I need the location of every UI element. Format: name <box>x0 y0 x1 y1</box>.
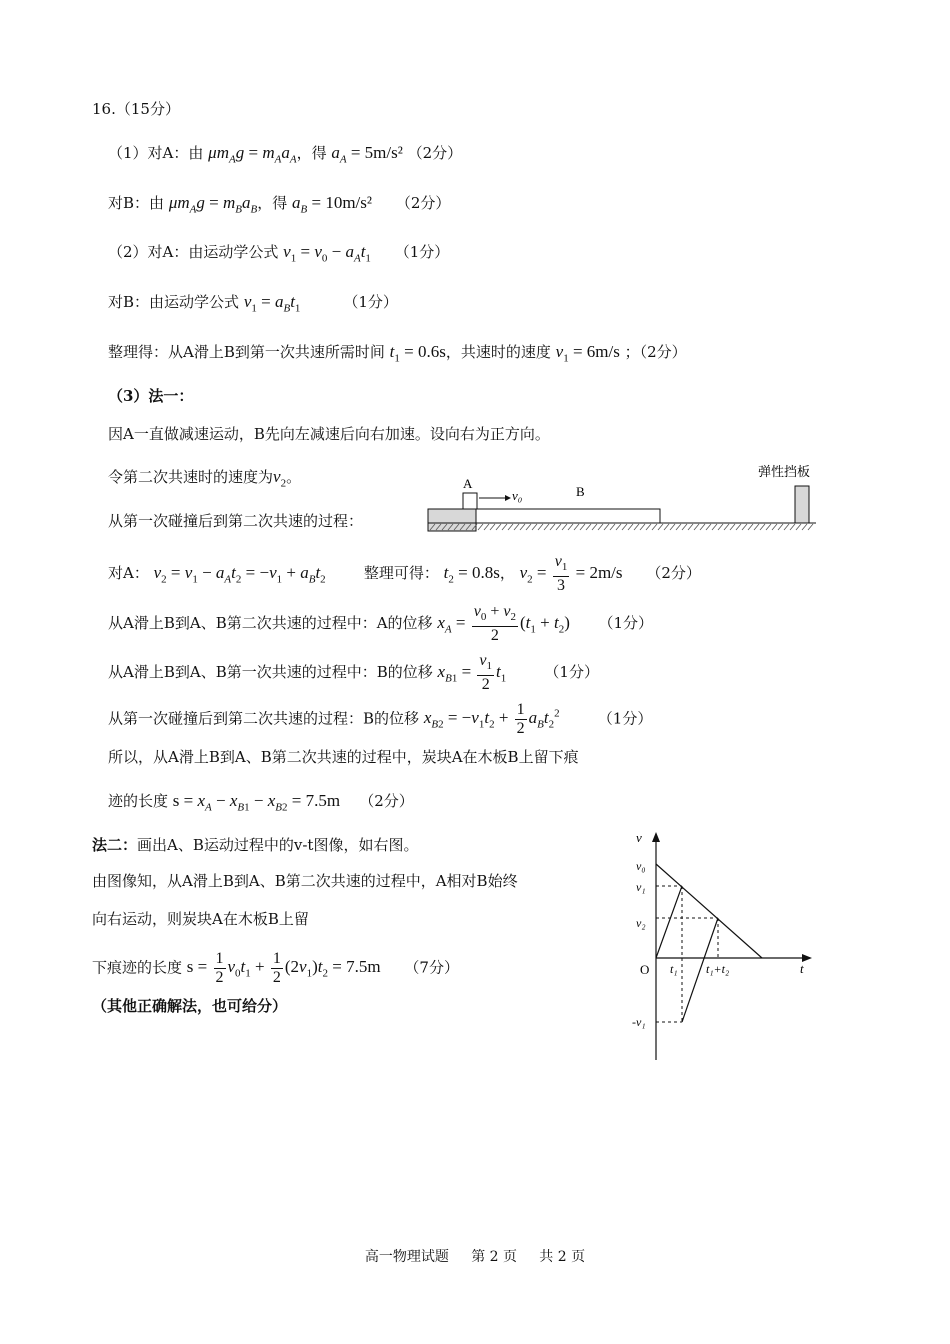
footer-page: 第 2 页 <box>471 1249 517 1265</box>
tick-neg-v1: -v₁ <box>632 1015 646 1029</box>
tick-v1: v₁ <box>636 880 646 894</box>
line-b-first <box>656 886 682 958</box>
hatch-mark <box>574 524 579 530</box>
hatch-mark <box>676 524 681 530</box>
hatch-mark <box>760 524 765 530</box>
hatch-mark <box>484 524 489 530</box>
hatch-mark <box>580 524 585 530</box>
hatch-mark <box>610 524 615 530</box>
part1-line-b: 对B：由 $\mu m_Ag = m_Ba_B$，得 $a_B = 10m/s^2$ （2分） <box>108 193 451 216</box>
velocity-arrow-head <box>505 495 511 501</box>
tick-v2: v₂ <box>636 916 646 930</box>
hatch-mark <box>502 524 507 530</box>
part1-b-points: （2分） <box>395 194 451 212</box>
method2-text4: 下痕迹的长度 s = $\frac{1}{2}$ $v_0t_1$ + $\frac{1}{2}$ $(2v_1)t_2 = 7.5m$ （7分） <box>92 950 459 986</box>
left-platform <box>428 509 476 531</box>
hatch-mark <box>490 524 495 530</box>
hatch-mark <box>778 524 783 530</box>
part1-a-result: $a_A = 5m/s^2$ <box>331 143 403 166</box>
part3-conclusion1: 所以，从A滑上B到A、B第二次共速的过程中，炭块A在木板B上留下痕 <box>108 748 579 766</box>
part2-summary <box>108 341 687 369</box>
board-b-label: B <box>576 484 585 499</box>
part3-heading: （3）法一： <box>108 387 194 405</box>
part2-summary-points: ；（2分） <box>624 343 687 361</box>
hatch-mark <box>736 524 741 530</box>
hatch-mark <box>562 524 567 530</box>
page-footer <box>0 1246 950 1266</box>
block-a <box>463 493 477 509</box>
hatch-mark <box>772 524 777 530</box>
part2-summary-mid: ，共速时的速度 <box>445 343 551 361</box>
hatch-mark <box>592 524 597 530</box>
tick-t1t2: t₁+t₂ <box>706 962 730 976</box>
method2-text2: 由图像知，从A滑上B到A、B第二次共速的过程中，A相对B始终 <box>92 872 518 890</box>
hatch-mark <box>586 524 591 530</box>
hatch-mark <box>694 524 699 530</box>
method2-heading: 法二： <box>92 836 138 854</box>
hatch-mark <box>538 524 543 530</box>
footer-title: 高一物理试题 <box>364 1249 449 1265</box>
hatch-mark <box>802 524 807 530</box>
hatch-mark <box>544 524 549 530</box>
hatch-mark <box>604 524 609 530</box>
tick-v0: v₀ <box>636 859 646 873</box>
part2-a-points: （1分） <box>394 243 450 261</box>
board-b <box>476 509 660 523</box>
problem-number: 16.（15分） <box>92 100 180 118</box>
hatch-mark <box>526 524 531 530</box>
part2-line-a <box>108 241 449 269</box>
hatch-mark <box>718 524 723 530</box>
part3-conclusion2: 迹的长度 $s = x_A - x_{B1} - x_{B2} = 7.5m$ （2分） <box>108 791 414 814</box>
hatch-mark <box>598 524 603 530</box>
setup-figure <box>408 462 828 532</box>
hatch-mark <box>670 524 675 530</box>
hatch-mark <box>568 524 573 530</box>
part3-line-a: 对A： $v_2 = v_1 - a_At_2 = -v_1 + a_Bt_2$ 整理可得： $t_2 = 0.8s$， $v_2$ = $\frac{v_1}{3}$ = 2m/s （2分） <box>108 553 701 595</box>
hatch-mark <box>700 524 705 530</box>
vt-graph <box>620 828 820 1068</box>
hatch-mark <box>508 524 513 530</box>
part2-a-prefix: （2）对A：由运动学公式 <box>108 243 279 261</box>
hatch-mark <box>796 524 801 530</box>
part2-b-equation: $v_1 = a_Bt_1$ <box>243 292 301 315</box>
hatch-mark <box>742 524 747 530</box>
origin-label: O <box>640 962 650 977</box>
hatch-mark <box>688 524 693 530</box>
hatch-mark <box>730 524 735 530</box>
part1-line-a: （1）对A：由 $\mu m_Ag = m_Aa_A$，得 $a_A = 5m/s^2$ （2分） <box>108 143 463 166</box>
hatch-mark <box>664 524 669 530</box>
part3-xa: 从A滑上B到A、B第二次共速的过程中：A的位移 $x_A$ = $\frac{v_0 + v_2}{2}$ $(t_1 + t_2)$ （1分） <box>108 603 654 645</box>
ground-hatching <box>430 524 813 530</box>
part3-xb2: 从第一次碰撞后到第二次共速的过程：B的位移 $x_{B2} = -v_1t_2$ + $\frac{1}{2}$ $a_Bt_2^2$ （1分） <box>108 701 653 737</box>
hatch-mark <box>640 524 645 530</box>
part1-a-points: （2分） <box>407 144 463 162</box>
hatch-mark <box>634 524 639 530</box>
part2-b-prefix: 对B：由运动学公式 <box>108 293 240 311</box>
barrier-shape <box>795 486 809 523</box>
part2-a-equation: $v_1 = v_0 - a_At_1$ <box>283 242 371 265</box>
part3-text1: 因A一直做减速运动，B先向左减速后向右加速。设向右为正方向。 <box>108 425 550 443</box>
axis-t-label: t <box>800 961 804 976</box>
part1-a-prefix: （1）对A：由 <box>108 144 204 162</box>
hatch-mark <box>724 524 729 530</box>
method2-note: （其他正确解法，也可给分） <box>92 997 288 1015</box>
hatch-mark <box>646 524 651 530</box>
hatch-mark <box>706 524 711 530</box>
hatch-mark <box>766 524 771 530</box>
hatch-mark <box>754 524 759 530</box>
part3-text3: 从第一次碰撞后到第二次共速的过程： <box>108 512 364 530</box>
hatch-mark <box>478 524 483 530</box>
part1-a-equation: $\mu m_Ag = m_Aa_A$ <box>208 143 297 166</box>
hatch-mark <box>808 524 813 530</box>
block-a-label: A <box>463 476 473 491</box>
hatch-mark <box>514 524 519 530</box>
hatch-mark <box>712 524 717 530</box>
method2-text3: 向右运动，则炭块A在木板B上留 <box>92 910 309 928</box>
hatch-mark <box>622 524 627 530</box>
part1-b-result: $a_B = 10m/s^2$ <box>291 193 372 216</box>
part3-text2: 令第二次共速时的速度为$v_2$。 <box>108 467 302 490</box>
part2-summary-t1: $t_1 = 0.6s$ <box>389 342 446 365</box>
tick-t1: t₁ <box>670 962 678 976</box>
hatch-mark <box>790 524 795 530</box>
hatch-mark <box>520 524 525 530</box>
footer-total: 共 2 页 <box>539 1249 586 1265</box>
velocity-label: v₀ <box>512 488 523 503</box>
axis-v-label: v <box>636 830 642 845</box>
hatch-mark <box>556 524 561 530</box>
hatch-mark <box>496 524 501 530</box>
hatch-mark <box>532 524 537 530</box>
part2-summary-v1: $v_1 = 6m/s$ <box>555 342 620 365</box>
method2-text1: 法二：画出A、B运动过程中的v-t图像，如右图。 <box>92 836 419 854</box>
hatch-mark <box>550 524 555 530</box>
barrier-label: 弹性挡板 <box>758 464 811 479</box>
hatch-mark <box>784 524 789 530</box>
hatch-mark <box>616 524 621 530</box>
hatch-mark <box>682 524 687 530</box>
hatch-mark <box>658 524 663 530</box>
hatch-mark <box>628 524 633 530</box>
v-axis-arrow <box>652 832 660 842</box>
part3-xb1: 从A滑上B到A、B第一次共速的过程中：B的位移 $x_{B1}$ = $\frac{v_1}{2}$ $t_1$ （1分） <box>108 652 599 694</box>
part2-line-b <box>108 291 398 319</box>
part1-b-equation: $\mu m_Ag = m_Ba_B$ <box>168 193 258 216</box>
part2-summary-prefix: 整理得：从A滑上B到第一次共速所需时间 <box>108 343 385 361</box>
part1-b-prefix: 对B：由 <box>108 194 165 212</box>
hatch-mark <box>748 524 753 530</box>
part2-b-points: （1分） <box>343 293 398 311</box>
hatch-mark <box>652 524 657 530</box>
